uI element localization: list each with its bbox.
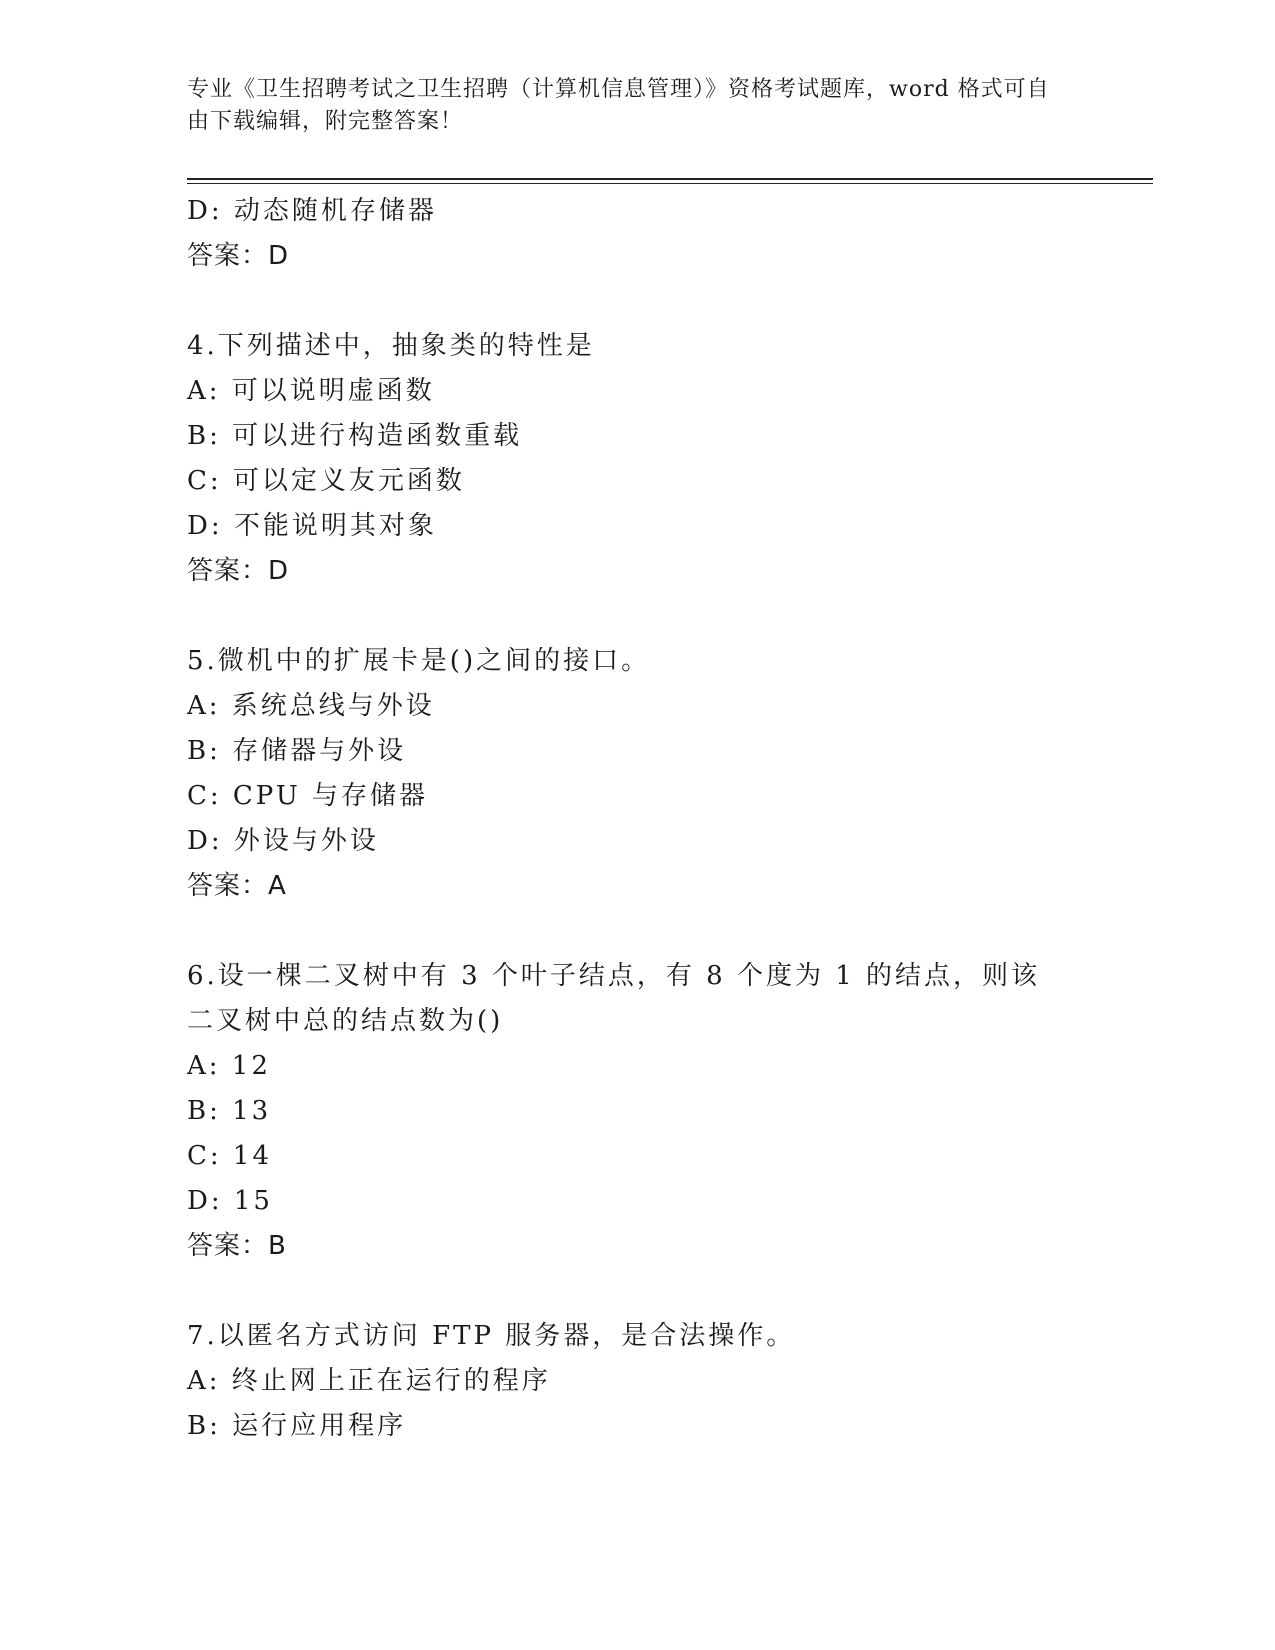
- option-d: D: 不能说明其对象: [187, 511, 437, 541]
- answer-value: D: [268, 241, 290, 271]
- header-title: 专业《卫生招聘考试之卫生招聘（计算机信息管理）》资格考试题库，word 格式可自由下载编辑，附完整答案！: [187, 77, 1050, 134]
- option-a: A: 系统总线与外设: [187, 691, 435, 721]
- answer-label: 答案：: [187, 556, 269, 586]
- answer-line: [187, 864, 1087, 909]
- question-list: [187, 189, 1087, 1449]
- option-b: B: 13: [187, 1096, 272, 1126]
- question-title: 5.微机中的扩展卡是()之间的接口。: [187, 646, 651, 676]
- option-a: A: 可以说明虚函数: [187, 376, 435, 406]
- header-divider: [187, 178, 1153, 180]
- answer-value: A: [268, 871, 287, 901]
- answer-line: [187, 549, 1087, 594]
- question-5: [187, 639, 1087, 909]
- question-4: [187, 324, 1087, 594]
- question-7: [187, 1314, 1087, 1449]
- option-b: B: 可以进行构造函数重载: [187, 421, 523, 451]
- option-d: D: 动态随机存储器: [187, 196, 437, 226]
- question-title: 7.以匿名方式访问 FTP 服务器，是合法操作。: [187, 1321, 796, 1351]
- header-divider-thin: [187, 183, 1153, 184]
- option-d: D: 15: [187, 1186, 273, 1216]
- option-c: C: 14: [187, 1141, 273, 1171]
- question-title: 4.下列描述中，抽象类的特性是: [187, 331, 595, 361]
- answer-value: D: [268, 556, 290, 586]
- answer-label: 答案：: [187, 241, 269, 271]
- question-fragment: [187, 189, 1087, 279]
- option-d: D: 外设与外设: [187, 826, 379, 856]
- option-b: B: 运行应用程序: [187, 1411, 407, 1441]
- answer-label: 答案：: [187, 1231, 269, 1261]
- answer-label: 答案：: [187, 871, 269, 901]
- answer-value: B: [268, 1231, 287, 1261]
- answer-line: [187, 1224, 1087, 1269]
- option-b: B: 存储器与外设: [187, 736, 407, 766]
- answer-line: [187, 234, 1087, 279]
- document-header: [187, 74, 1067, 138]
- option-c: C: 可以定义友元函数: [187, 466, 465, 496]
- question-6: [187, 954, 1087, 1269]
- option-c: C: CPU 与存储器: [187, 781, 429, 811]
- option-a: A: 12: [187, 1051, 271, 1081]
- question-title: 6.设一棵二叉树中有 3 个叶子结点，有 8 个度为 1 的结点，则该二叉树中总的结点数为(): [187, 961, 1041, 1036]
- option-a: A: 终止网上正在运行的程序: [187, 1366, 551, 1396]
